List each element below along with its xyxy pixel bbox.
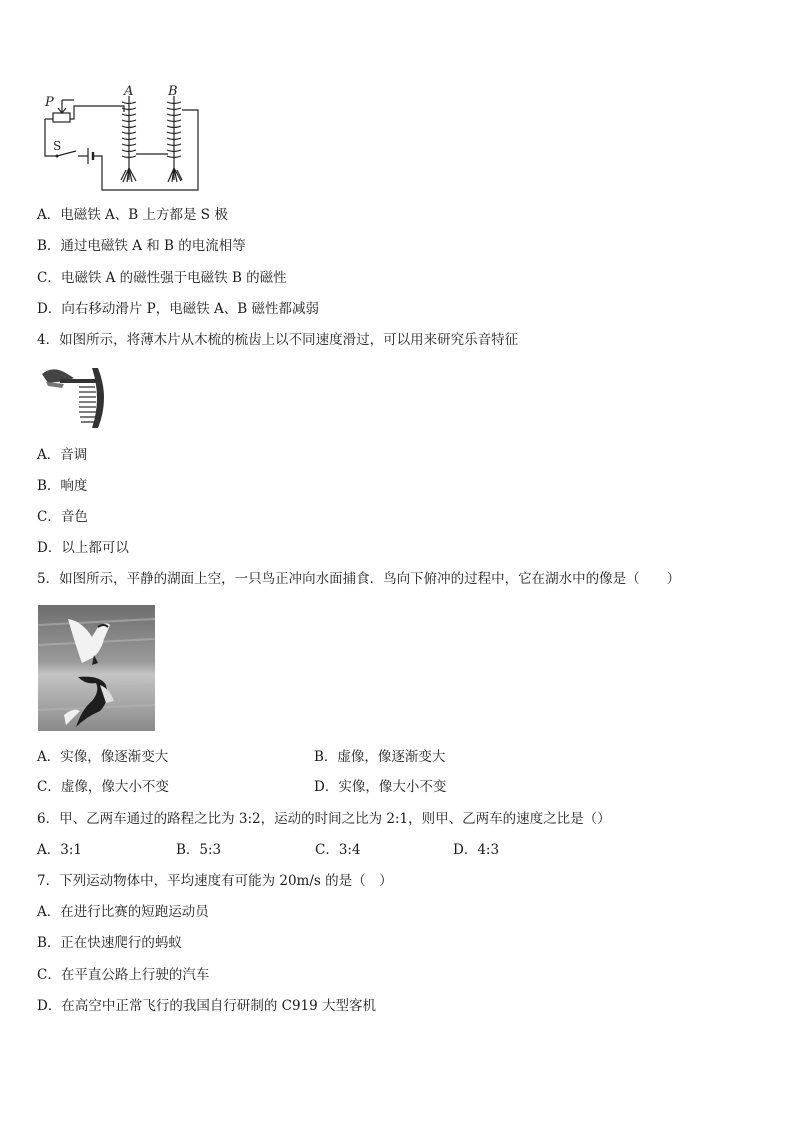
- q6-option-d: D．4:3: [453, 842, 500, 858]
- q4-option-c: C．音色: [37, 509, 88, 525]
- bird-reflection-photo: [38, 605, 155, 731]
- q7-option-d: D．在高空中正常飞行的我国自行研制的 C919 大型客机: [37, 998, 377, 1014]
- q6-stem: 6．甲、乙两车通过的路程之比为 3:2，运动的时间之比为 2:1，则甲、乙两车的速度之比是（）: [37, 811, 611, 827]
- q5-option-b: B．虚像，像逐渐变大: [314, 749, 446, 765]
- q6-option-c: C．3:4: [315, 842, 361, 858]
- q5-stem: 5．如图所示，平静的湖面上空，一只鸟正冲向水面捕食．鸟向下俯冲的过程中，它在湖水中的像是（ ）: [37, 571, 681, 587]
- q6-option-a: A．3:1: [37, 842, 82, 858]
- electromagnet-circuit-figure: [36, 84, 206, 194]
- q5-option-a: A．实像，像逐渐变大: [37, 749, 169, 765]
- q4-option-a: A．音调: [37, 447, 88, 463]
- q7-option-c: C．在平直公路上行驶的汽车: [37, 967, 210, 983]
- q6-option-b: B．5:3: [176, 842, 222, 858]
- q7-stem: 7．下列运动物体中，平均速度有可能为 20m/s 的是（ ）: [37, 873, 393, 889]
- q5-option-d: D．实像，像大小不变: [314, 779, 447, 795]
- q3-option-c: C．电磁铁 A 的磁性强于电磁铁 B 的磁性: [37, 270, 287, 286]
- q4-option-d: D．以上都可以: [37, 540, 129, 556]
- label-b: B: [168, 84, 178, 99]
- q3-option-b: B．通过电磁铁 A 和 B 的电流相等: [37, 238, 246, 254]
- q3-option-d: D．向右移动滑片 P，电磁铁 A、B 磁性都减弱: [37, 301, 319, 317]
- q4-option-b: B．响度: [37, 478, 88, 494]
- q3-option-a: A．电磁铁 A、B 上方都是 S 极: [37, 207, 228, 223]
- q7-option-b: B．正在快速爬行的蚂蚁: [37, 935, 182, 951]
- label-s: S: [53, 139, 62, 153]
- q5-option-c: C．虚像，像大小不变: [37, 779, 169, 795]
- label-p: P: [45, 95, 54, 110]
- q7-option-a: A．在进行比赛的短跑运动员: [37, 904, 209, 920]
- label-a: A: [124, 84, 134, 99]
- q4-stem: 4．如图所示，将薄木片从木梳的梳齿上以不同速度滑过，可以用来研究乐音特征: [37, 332, 519, 348]
- comb-figure: [38, 362, 108, 432]
